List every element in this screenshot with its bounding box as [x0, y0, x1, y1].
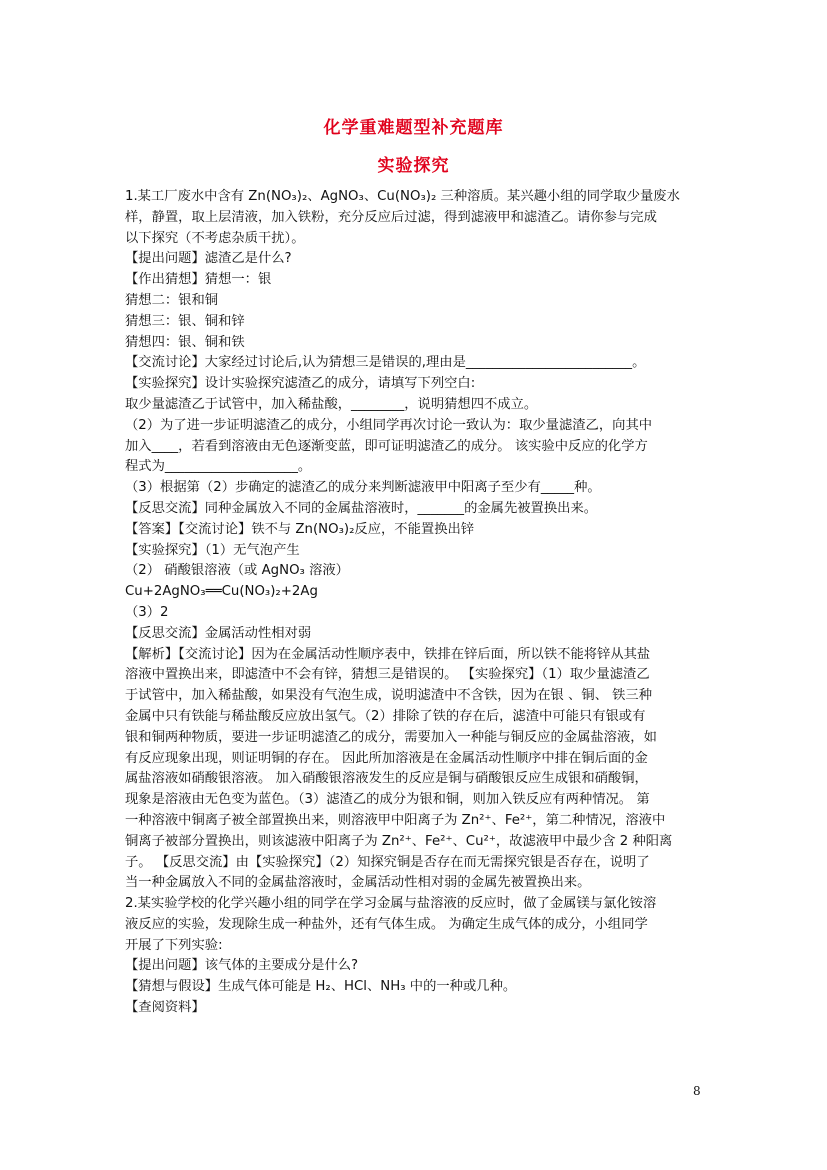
text-line: 金属中只有铁能与稀盐酸反应放出氢气。（2）排除了铁的存在后，滤渣中可能只有银或有 — [125, 708, 646, 724]
text-line: 属盐溶液如硝酸银溶液。 加入硝酸银溶液发生的反应是铜与硝酸银反应生成银和硝酸铜， — [125, 771, 648, 787]
text-line: 猜想三：银、铜和锌 — [125, 313, 245, 329]
text-line: （2）为了进一步证明滤渣乙的成分，小组同学再次讨论一致认为：取少量滤渣乙，向其中 — [125, 417, 653, 433]
text-line: 【实验探究】（1）无气泡产生 — [125, 542, 300, 558]
section-title: 实验探究 — [377, 156, 450, 176]
text-line: （3）2 — [125, 604, 169, 620]
text-line: 1.某工厂废水中含有 Zn(NO₃)₂、AgNO₃、Cu(NO₃)₂ 三种溶质。某兴趣小组的同学取少量废水 — [125, 189, 680, 204]
text-line: 一种溶液中铜离子被全部置换出来，则溶液甲中阳离子为 Zn²⁺、Fe²⁺，第二种情况，溶液中 — [125, 812, 666, 828]
text-line: 【实验探究】设计实验探究滤渣乙的成分，请填写下列空白: — [125, 376, 476, 392]
text-line: 开展了下列实验: — [125, 937, 223, 953]
text-line: 【答案】【交流讨论】铁不与 Zn(NO₃)₂反应，不能置换出锌 — [125, 521, 475, 537]
text-line: 【提出问题】该气体的主要成分是什么? — [125, 958, 359, 974]
text-line: Cu+2AgNO₃══Cu(NO₃)₂+2Ag — [125, 584, 318, 600]
text-line: 【查阅资料】 — [125, 1000, 205, 1016]
text-line: 猜想四：银、铜和铁 — [125, 334, 245, 350]
text-line: 取少量滤渣乙于试管中，加入稀盐酸，________，说明猜想四不成立。 — [125, 396, 538, 412]
page-number: 8 — [693, 1084, 701, 1098]
text-line: 【反思交流】金属活动性相对弱 — [125, 625, 312, 641]
text-line: 有反应现象出现，则证明铜的存在。 因此所加溶液是在金属活动性顺序中排在铜后面的金 — [125, 750, 648, 766]
text-line: 【交流讨论】大家经过讨论后,认为猜想三是错误的,理由是_________________________。 — [125, 355, 646, 371]
text-line: 【提出问题】滤渣乙是什么? — [125, 251, 292, 267]
text-line: 【作出猜想】猜想一：银 — [125, 272, 272, 288]
text-line: 以下探究（不考虑杂质干扰）。 — [125, 230, 305, 246]
text-line: 溶液中置换出来，即滤渣中不会有锌，猜想三是错误的。 【实验探究】（1）取少量滤渣乙 — [125, 667, 650, 683]
text-line: 当一种金属放入不同的金属盐溶液时，金属活动性相对弱的金属先被置换出来。 — [125, 875, 591, 891]
text-line: 于试管中，加入稀盐酸，如果没有气泡生成，说明滤渣中不含铁，因为在银 、铜、 铁三种 — [125, 688, 653, 704]
body-text — [125, 187, 710, 1019]
text-line: 【反思交流】同种金属放入不同的金属盐溶液时，_______的金属先被置换出来。 — [125, 500, 598, 516]
text-line: 液反应的实验，发现除生成一种盐外，还有气体生成。 为确定生成气体的成分，小组同学 — [125, 916, 648, 932]
text-line: 现象是溶液由无色变为蓝色。（3）滤渣乙的成分为银和铜，则加入铁反应有两种情况。 第 — [125, 792, 650, 808]
text-line: 【解析】【交流讨论】因为在金属活动性顺序表中，铁排在锌后面，所以铁不能将锌从其盐 — [125, 646, 651, 662]
text-line: 子。 【反思交流】由【实验探究】（2）知探究铜是否存在而无需探究银是否存在，说明了 — [125, 854, 650, 870]
text-line: 银和铜两种物质，要进一步证明滤渣乙的成分，需要加入一种能与铜反应的金属盐溶液，如 — [125, 729, 657, 745]
text-line: 加入____，若看到溶液由无色逐渐变蓝，即可证明滤渣乙的成分。 该实验中反应的化学方 — [125, 438, 648, 454]
text-line: 程式为____________________。 — [125, 459, 312, 475]
text-line: 猜想二：银和铜 — [125, 292, 219, 308]
text-line: 2.某实验学校的化学兴趣小组的同学在学习金属与盐溶液的反应时，做了金属镁与氯化铵溶 — [125, 896, 657, 912]
text-line: 【猜想与假设】生成气体可能是 H₂、HCl、NH₃ 中的一种或几种。 — [125, 979, 517, 995]
document-title: 化学重难题型补充题库 — [323, 118, 504, 138]
text-line: （2） 硝酸银溶液（或 AgNO₃ 溶液） — [125, 563, 349, 579]
text-line: （3）根据第（2）步确定的滤渣乙的成分来判断滤液甲中阳离子至少有_____种。 — [125, 480, 601, 496]
text-line: 铜离子被部分置换出，则该滤液中阳离子为 Zn²⁺、Fe²⁺、Cu²⁺，故滤液甲中最少含 2 种阳离 — [125, 833, 673, 849]
text-line: 样，静置，取上层清液，加入铁粉，充分反应后过滤，得到滤液甲和滤渣乙。请你参与完成 — [125, 209, 657, 225]
